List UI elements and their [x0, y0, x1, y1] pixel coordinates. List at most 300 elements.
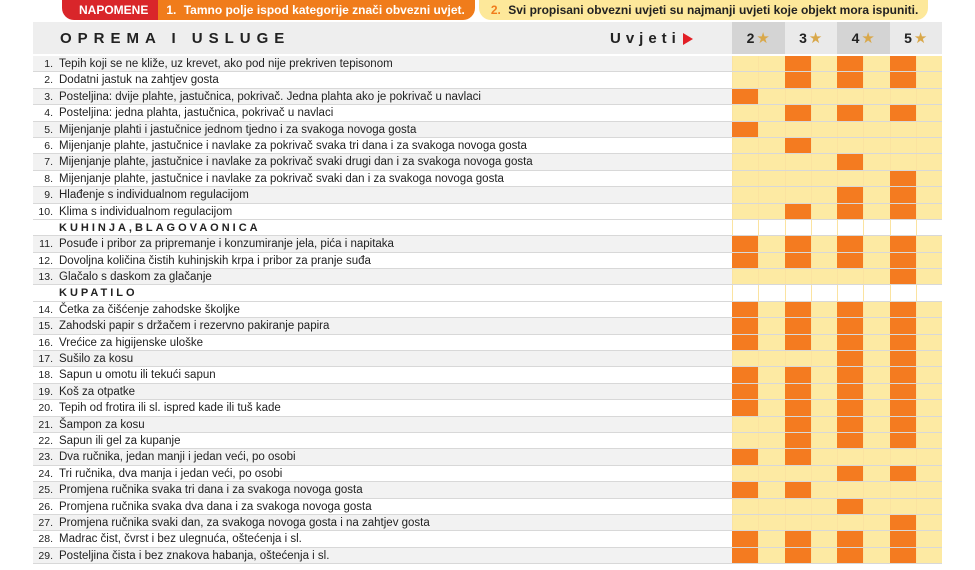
mandatory-cell — [837, 335, 863, 350]
mandatory-cell — [785, 384, 811, 399]
optional-cell — [916, 531, 942, 546]
row-number: 24. — [38, 467, 53, 480]
row-text: Zahodski papir s držačem i rezervno pakiranje papira — [59, 320, 330, 333]
optional-cell — [811, 433, 837, 448]
optional-cell — [916, 318, 942, 333]
condition-cells — [732, 351, 942, 366]
condition-cells — [732, 187, 942, 202]
condition-cells — [732, 482, 942, 497]
mandatory-cell — [837, 351, 863, 366]
optional-cell — [863, 400, 889, 415]
optional-cell — [863, 302, 889, 317]
note-2-number: 2. — [490, 3, 501, 17]
table-row — [33, 72, 942, 88]
table-row — [33, 417, 942, 433]
optional-cell — [863, 122, 889, 137]
mandatory-cell — [837, 318, 863, 333]
optional-cell — [732, 220, 758, 235]
mandatory-cell — [785, 482, 811, 497]
table-row — [33, 335, 942, 351]
category-number: 4 — [851, 30, 860, 46]
optional-cell — [811, 367, 837, 382]
optional-cell — [863, 187, 889, 202]
condition-cells — [732, 154, 942, 169]
optional-cell — [863, 466, 889, 481]
condition-cells — [732, 56, 942, 71]
optional-cell — [732, 72, 758, 87]
optional-cell — [785, 171, 811, 186]
mandatory-cell — [785, 400, 811, 415]
row-number: 3. — [44, 90, 53, 103]
star-category-header — [732, 22, 942, 54]
optional-cell — [758, 56, 784, 71]
optional-cell — [863, 138, 889, 153]
mandatory-cell — [837, 417, 863, 432]
row-text: Posteljina: dvije plahte, jastučnica, pokrivač. Jedna plahta ako je pokrivač u navlaci — [59, 90, 481, 103]
row-number: 7. — [44, 156, 53, 169]
mandatory-cell — [785, 531, 811, 546]
amenities-table — [33, 56, 942, 564]
condition-cells — [732, 253, 942, 268]
mandatory-cell — [785, 548, 811, 563]
section-title: KUPATILO — [59, 287, 138, 300]
condition-cells — [732, 220, 942, 235]
optional-cell — [811, 285, 837, 300]
optional-cell — [811, 72, 837, 87]
optional-cell — [837, 515, 863, 530]
mandatory-cell — [732, 236, 758, 251]
mandatory-cell — [837, 466, 863, 481]
mandatory-cell — [785, 138, 811, 153]
optional-cell — [863, 154, 889, 169]
optional-cell — [758, 253, 784, 268]
mandatory-cell — [837, 187, 863, 202]
optional-cell — [863, 204, 889, 219]
optional-cell — [863, 351, 889, 366]
optional-cell — [837, 269, 863, 284]
optional-cell — [916, 269, 942, 284]
optional-cell — [785, 269, 811, 284]
mandatory-cell — [890, 302, 916, 317]
mandatory-cell — [785, 433, 811, 448]
mandatory-cell — [732, 302, 758, 317]
section-header — [33, 220, 942, 236]
optional-cell — [863, 482, 889, 497]
mandatory-cell — [890, 335, 916, 350]
mandatory-cell — [837, 433, 863, 448]
optional-cell — [732, 204, 758, 219]
optional-cell — [758, 318, 784, 333]
mandatory-cell — [890, 105, 916, 120]
optional-cell — [758, 285, 784, 300]
mandatory-cell — [785, 204, 811, 219]
optional-cell — [811, 351, 837, 366]
optional-cell — [916, 499, 942, 514]
mandatory-cell — [890, 187, 916, 202]
mandatory-cell — [732, 531, 758, 546]
optional-cell — [758, 72, 784, 87]
table-row — [33, 105, 942, 121]
mandatory-cell — [837, 204, 863, 219]
mandatory-cell — [890, 204, 916, 219]
condition-cells — [732, 72, 942, 87]
condition-cells — [732, 171, 942, 186]
optional-cell — [916, 285, 942, 300]
optional-cell — [785, 499, 811, 514]
optional-cell — [863, 56, 889, 71]
optional-cell — [811, 515, 837, 530]
mandatory-cell — [785, 417, 811, 432]
optional-cell — [890, 122, 916, 137]
row-text: Dva ručnika, jedan manji i jedan veći, po osobi — [59, 451, 296, 464]
optional-cell — [758, 367, 784, 382]
mandatory-cell — [785, 253, 811, 268]
optional-cell — [758, 204, 784, 219]
note-2-text: Svi propisani obvezni uvjeti su najmanji uvjeti koje objekt mora ispuniti. — [508, 3, 919, 17]
optional-cell — [811, 335, 837, 350]
row-number: 5. — [44, 123, 53, 136]
mandatory-cell — [837, 56, 863, 71]
table-row — [33, 367, 942, 383]
conditions-text: Uvjeti — [610, 30, 681, 47]
optional-cell — [732, 187, 758, 202]
optional-cell — [758, 548, 784, 563]
star-icon: ★ — [861, 30, 875, 47]
category-number: 2 — [746, 30, 755, 46]
optional-cell — [758, 417, 784, 432]
optional-cell — [916, 171, 942, 186]
optional-cell — [863, 253, 889, 268]
mandatory-cell — [732, 89, 758, 104]
mandatory-cell — [837, 154, 863, 169]
table-row — [33, 269, 942, 285]
star-icon: ★ — [808, 30, 823, 47]
optional-cell — [837, 449, 863, 464]
mandatory-cell — [785, 449, 811, 464]
optional-cell — [863, 72, 889, 87]
row-text: Šampon za kosu — [59, 418, 145, 431]
row-text: Posteljina: jedna plahta, jastučnica, pokrivač u navlaci — [59, 107, 334, 120]
note-1-number: 1. — [166, 3, 177, 17]
optional-cell — [811, 417, 837, 432]
row-number: 20. — [38, 402, 53, 415]
row-text: Promjena ručnika svaka dva dana i za svakoga novoga gosta — [59, 500, 372, 513]
page-title: OPREMA I USLUGE — [60, 30, 291, 47]
optional-cell — [916, 204, 942, 219]
optional-cell — [837, 89, 863, 104]
row-number: 14. — [38, 303, 53, 316]
row-text: Promjena ručnika svaka tri dana i za svakoga novoga gosta — [59, 484, 363, 497]
mandatory-cell — [890, 367, 916, 382]
optional-cell — [811, 138, 837, 153]
section-title: KUHINJA,BLAGOVAONICA — [59, 221, 261, 234]
optional-cell — [863, 285, 889, 300]
optional-cell — [916, 351, 942, 366]
optional-cell — [811, 466, 837, 481]
row-number: 11. — [39, 238, 53, 251]
row-text: Mijenjanje plahte, jastučnice i navlake za pokrivač svaki drugi dan i za svakoga novoga gosta — [59, 156, 533, 169]
optional-cell — [916, 515, 942, 530]
optional-cell — [758, 433, 784, 448]
optional-cell — [785, 220, 811, 235]
optional-cell — [837, 482, 863, 497]
table-row — [33, 204, 942, 220]
optional-cell — [916, 138, 942, 153]
optional-cell — [811, 269, 837, 284]
optional-cell — [811, 499, 837, 514]
mandatory-cell — [890, 515, 916, 530]
mandatory-cell — [785, 105, 811, 120]
optional-cell — [811, 220, 837, 235]
condition-cells — [732, 515, 942, 530]
condition-cells — [732, 204, 942, 219]
optional-cell — [811, 449, 837, 464]
mandatory-cell — [890, 417, 916, 432]
optional-cell — [758, 482, 784, 497]
row-number: 18. — [38, 369, 53, 382]
optional-cell — [758, 515, 784, 530]
row-text: Madrac čist, čvrst i bez ulegnuća, oštećenja i sl. — [59, 533, 302, 546]
row-text: Hlađenje s individualnom regulacijom — [59, 189, 249, 202]
optional-cell — [863, 433, 889, 448]
optional-cell — [785, 515, 811, 530]
condition-cells — [732, 122, 942, 137]
mandatory-cell — [890, 548, 916, 563]
condition-cells — [732, 335, 942, 350]
optional-cell — [732, 285, 758, 300]
mandatory-cell — [785, 335, 811, 350]
optional-cell — [785, 466, 811, 481]
row-number: 10. — [38, 205, 53, 218]
optional-cell — [732, 105, 758, 120]
optional-cell — [916, 105, 942, 120]
condition-cells — [732, 105, 942, 120]
optional-cell — [916, 187, 942, 202]
row-number: 2. — [44, 74, 53, 87]
optional-cell — [732, 466, 758, 481]
condition-cells — [732, 285, 942, 300]
optional-cell — [863, 367, 889, 382]
row-number: 29. — [38, 549, 53, 562]
table-row — [33, 253, 942, 269]
row-text: Dovoljna količina čistih kuhinjskih krpa i pribor za pranje suđa — [59, 254, 371, 267]
optional-cell — [863, 417, 889, 432]
optional-cell — [890, 499, 916, 514]
optional-cell — [758, 351, 784, 366]
row-text: Mijenjanje plahte, jastučnice i navlake za pokrivač svaki dan i za svakoga novoga gosta — [59, 172, 504, 185]
table-row — [33, 318, 942, 334]
optional-cell — [837, 138, 863, 153]
optional-cell — [785, 89, 811, 104]
category-4-star — [837, 22, 890, 54]
optional-cell — [916, 220, 942, 235]
table-row — [33, 449, 942, 465]
condition-cells — [732, 367, 942, 382]
category-3-star — [785, 22, 838, 54]
optional-cell — [890, 285, 916, 300]
optional-cell — [811, 187, 837, 202]
optional-cell — [916, 89, 942, 104]
condition-cells — [732, 302, 942, 317]
optional-cell — [785, 351, 811, 366]
row-number: 12. — [38, 254, 53, 267]
mandatory-cell — [837, 302, 863, 317]
mandatory-cell — [890, 351, 916, 366]
optional-cell — [758, 335, 784, 350]
row-number: 1. — [44, 58, 53, 70]
mandatory-cell — [837, 367, 863, 382]
row-text: Dodatni jastuk na zahtjev gosta — [59, 74, 219, 87]
optional-cell — [916, 466, 942, 481]
optional-cell — [811, 204, 837, 219]
optional-cell — [785, 122, 811, 137]
mandatory-cell — [732, 318, 758, 333]
optional-cell — [811, 318, 837, 333]
optional-cell — [732, 171, 758, 186]
optional-cell — [811, 236, 837, 251]
row-text: Sapun ili gel za kupanje — [59, 434, 181, 447]
optional-cell — [863, 515, 889, 530]
optional-cell — [916, 384, 942, 399]
row-text: Posuđe i pribor za pripremanje i konzumiranje jela, pića i napitaka — [59, 238, 394, 251]
mandatory-cell — [732, 253, 758, 268]
table-row — [33, 56, 942, 72]
optional-cell — [863, 269, 889, 284]
optional-cell — [811, 89, 837, 104]
optional-cell — [916, 302, 942, 317]
optional-cell — [863, 318, 889, 333]
note-1 — [158, 0, 475, 20]
optional-cell — [758, 466, 784, 481]
optional-cell — [811, 105, 837, 120]
condition-cells — [732, 318, 942, 333]
category-5-star — [890, 22, 943, 54]
mandatory-cell — [890, 253, 916, 268]
optional-cell — [916, 56, 942, 71]
arrow-right-icon — [683, 33, 693, 45]
row-number: 22. — [38, 434, 53, 447]
row-text: Posteljina čista i bez znakova habanja, oštećenja i sl. — [59, 549, 330, 562]
table-row — [33, 89, 942, 105]
condition-cells — [732, 400, 942, 415]
optional-cell — [863, 171, 889, 186]
star-icon: ★ — [913, 30, 928, 47]
optional-cell — [863, 105, 889, 120]
mandatory-cell — [785, 72, 811, 87]
category-2-star — [732, 22, 785, 54]
optional-cell — [758, 89, 784, 104]
table-row — [33, 351, 942, 367]
optional-cell — [758, 269, 784, 284]
conditions-label — [610, 30, 693, 47]
row-text: Vrećice za higijenske uloške — [59, 336, 204, 349]
mandatory-cell — [890, 400, 916, 415]
optional-cell — [916, 335, 942, 350]
optional-cell — [758, 122, 784, 137]
optional-cell — [863, 384, 889, 399]
mandatory-cell — [837, 72, 863, 87]
optional-cell — [732, 515, 758, 530]
mandatory-cell — [837, 384, 863, 399]
optional-cell — [758, 400, 784, 415]
mandatory-cell — [890, 236, 916, 251]
optional-cell — [811, 531, 837, 546]
mandatory-cell — [837, 253, 863, 268]
optional-cell — [863, 89, 889, 104]
optional-cell — [916, 433, 942, 448]
note-1-text: Tamno polje ispod kategorije znači obvezni uvjet. — [183, 3, 465, 17]
row-number: 25. — [38, 484, 53, 497]
optional-cell — [837, 220, 863, 235]
row-text: Tepih od frotira ili sl. ispred kade ili tuš kade — [59, 402, 281, 415]
table-row — [33, 122, 942, 138]
table-row — [33, 171, 942, 187]
mandatory-cell — [732, 400, 758, 415]
condition-cells — [732, 433, 942, 448]
optional-cell — [916, 154, 942, 169]
table-row — [33, 384, 942, 400]
mandatory-cell — [732, 367, 758, 382]
mandatory-cell — [732, 122, 758, 137]
row-number: 19. — [38, 385, 53, 398]
optional-cell — [863, 548, 889, 563]
optional-cell — [811, 482, 837, 497]
mandatory-cell — [732, 449, 758, 464]
row-number: 4. — [44, 107, 53, 120]
star-icon: ★ — [756, 30, 770, 47]
optional-cell — [916, 449, 942, 464]
mandatory-cell — [732, 482, 758, 497]
row-number: 9. — [44, 189, 53, 202]
mandatory-cell — [837, 499, 863, 514]
optional-cell — [758, 449, 784, 464]
row-number: 13. — [38, 271, 53, 284]
optional-cell — [758, 187, 784, 202]
row-text: Klima s individualnom regulacijom — [59, 205, 233, 218]
mandatory-cell — [837, 548, 863, 563]
mandatory-cell — [890, 318, 916, 333]
optional-cell — [811, 56, 837, 71]
mandatory-cell — [890, 56, 916, 71]
row-text: Sušilo za kosu — [59, 353, 134, 366]
optional-cell — [732, 433, 758, 448]
optional-cell — [916, 548, 942, 563]
optional-cell — [758, 220, 784, 235]
optional-cell — [732, 269, 758, 284]
table-row — [33, 138, 942, 154]
mandatory-cell — [890, 466, 916, 481]
optional-cell — [758, 154, 784, 169]
optional-cell — [837, 122, 863, 137]
optional-cell — [863, 531, 889, 546]
table-row — [33, 236, 942, 252]
mandatory-cell — [837, 400, 863, 415]
optional-cell — [732, 138, 758, 153]
optional-cell — [785, 154, 811, 169]
row-text: Tepih koji se ne kliže, uz krevet, ako pod nije prekriven tepisonom — [59, 58, 393, 70]
optional-cell — [916, 400, 942, 415]
table-row — [33, 499, 942, 515]
mandatory-cell — [732, 548, 758, 563]
optional-cell — [811, 154, 837, 169]
optional-cell — [732, 499, 758, 514]
optional-cell — [916, 253, 942, 268]
optional-cell — [863, 335, 889, 350]
mandatory-cell — [785, 302, 811, 317]
note-2 — [479, 0, 928, 20]
row-text: Sapun u omotu ili tekući sapun — [59, 369, 216, 382]
optional-cell — [758, 384, 784, 399]
